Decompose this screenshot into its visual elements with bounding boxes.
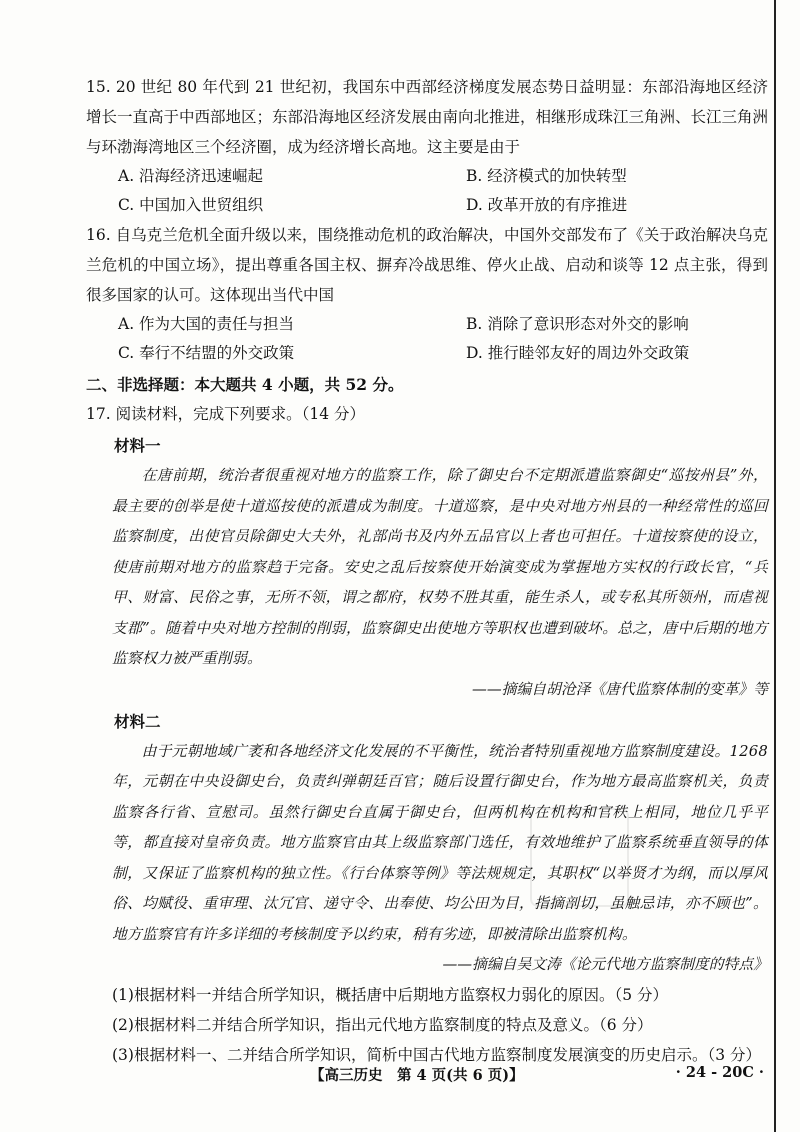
question-16-options xyxy=(86,310,768,368)
section-title: 二、非选择题：本大题共 4 小题，共 52 分。 xyxy=(86,375,404,394)
question-17-stem: 17. 阅读材料，完成下列要求。（14 分） xyxy=(86,405,365,423)
material-1-title: 材料一 xyxy=(114,436,161,455)
option-b: B. 经济模式的加快转型 xyxy=(466,167,627,185)
sub-question-2: (2)根据材料二并结合所学知识，指出元代地方监察制度的特点及意义。（6 分） xyxy=(112,1016,653,1034)
option-c: C. 中国加入世贸组织 xyxy=(118,196,264,214)
material-2-source: ——摘编自吴文涛《论元代地方监察制度的特点》 xyxy=(442,956,768,973)
question-16 xyxy=(86,220,768,368)
question-17 xyxy=(86,399,768,1070)
material-1-text: 在唐前期，统治者很重视对地方的监察工作，除了御史台不定期派遣监察御史“巡按州县”外，最主要的创举是使十道巡按使的派遣成为制度。十道巡察，是中央对地方州县的一种经常性的巡回监察制度，出使官员除御史大夫外，礼部尚书及内外五品官以上者也可担任。十道按察使的设立，使唐前期对地方的监察趋于完备。安史之乱后按察使开始演变成为掌握地方实权的行政长官，“兵甲、财富、民俗之事，无所不领，谓之都府，权势不胜其重，能生杀人，或专私其所领州，而虐视支郡”。随着中央对地方控制的削弱，监察御史出使地方等职权也遭到破坏。总之，唐中后期的地方监察权力被严重削弱。 xyxy=(112,467,768,667)
sub-question-3: (3)根据材料一、二并结合所学知识，简析中国古代地方监察制度发展演变的历史启示。（3 分） xyxy=(112,1046,761,1064)
footer-page-label: 【高三历史 第 4 页(共 6 页)】 xyxy=(310,1067,524,1084)
question-15-options xyxy=(86,162,768,220)
question-16-stem: 16. 自乌克兰危机全面升级以来，围绕推动危机的政治解决，中国外交部发布了《关于政治解决乌克兰危机的中国立场》，提出尊重各国主权、摒弃冷战思维、停火止战、启动和谈等 12 点主张，得到很多国家的认可。这体现出当代中国 xyxy=(86,226,768,304)
exam-page xyxy=(86,72,768,1070)
material-2-text: 由于元朝地域广袤和各地经济文化发展的不平衡性，统治者特别重视地方监察制度建设。1268 年，元朝在中央设御史台，负责纠弹朝廷百官；随后设置行御史台，作为地方最高监察机关，负责监察各行省、宣慰司。虽然行御史台直属于御史台，但两机构在机构和官秩上相同，地位几乎平等，都直接对皇帝负责。地方监察官由其上级监察部门选任，有效地维护了监察系统垂直领导的体制，又保证了监察机构的独立性。《行台体察等例》等法规规定，其职权“以举贤才为纲，而以厚风俗、均赋役、重审理、汰冗官、递守令、出奉使、均公田为目，指摘剖切，虽触忌讳，亦不顾也”。地方监察官有许多详细的考核制度予以约束，稍有劣迹，即被清除出监察机构。 xyxy=(112,742,768,943)
option-d: D. 推行睦邻友好的周边外交政策 xyxy=(466,344,690,362)
option-c: C. 奉行不结盟的外交政策 xyxy=(118,344,295,362)
question-15 xyxy=(86,72,768,220)
footer-exam-code: · 24 - 20C · xyxy=(675,1064,764,1081)
question-15-stem: 15. 20 世纪 80 年代到 21 世纪初，我国东中西部经济梯度发展态势日益明显：东部沿海地区经济增长一直高于中西部地区；东部沿海地区经济发展由南向北推进，相继形成珠江三角洲、长江三角洲与环渤海湾地区三个经济圈，成为经济增长高地。这主要是由于 xyxy=(86,78,769,156)
option-a: A. 作为大国的责任与担当 xyxy=(118,315,295,333)
option-a: A. 沿海经济迅速崛起 xyxy=(118,167,264,185)
material-2-title: 材料二 xyxy=(114,711,161,731)
sub-question-1: (1)根据材料一并结合所学知识，概括唐中后期地方监察权力弱化的原因。（5 分） xyxy=(112,986,668,1004)
option-d: D. 改革开放的有序推进 xyxy=(466,196,628,214)
option-b: B. 消除了意识形态对外交的影响 xyxy=(466,315,689,333)
material-1-source: ——摘编自胡沧泽《唐代监察体制的变革》等 xyxy=(472,680,768,698)
